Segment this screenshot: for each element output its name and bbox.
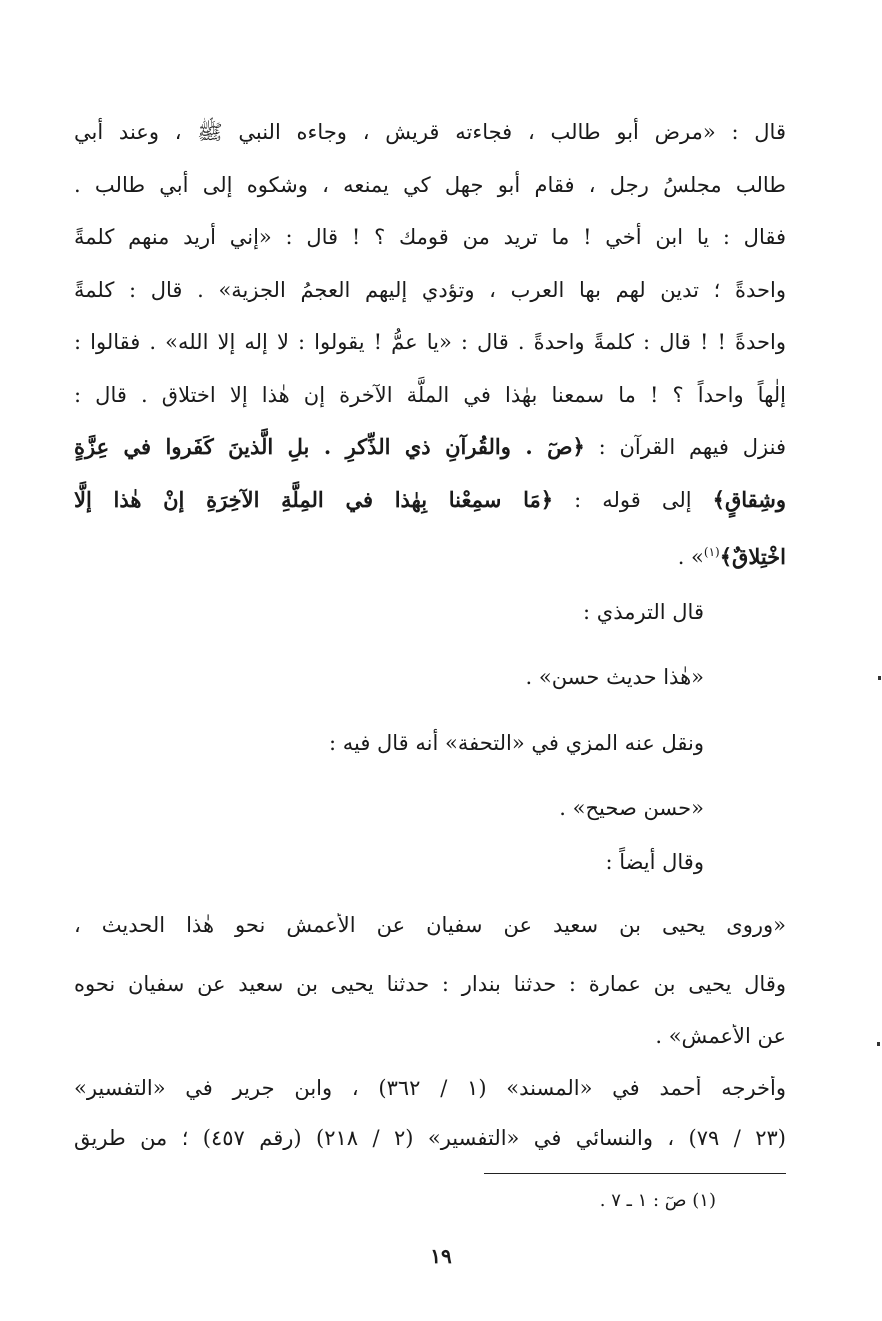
page-number: ١٩ bbox=[430, 1244, 452, 1268]
narration-line-3: عن الأعمش» . bbox=[655, 1024, 786, 1048]
quran-verse-1: ﴿صٓ . والقُرآنِ ذي الذِّكرِ . بلِ الَّذينَ كَفَروا في عِزَّةٍ bbox=[74, 434, 585, 459]
mizzi-note: ونقل عنه المزي في «التحفة» أنه قال فيه : bbox=[328, 731, 704, 755]
quran-verse-2a: وشِقاقٍ﴾ bbox=[712, 486, 786, 512]
quran-verse-2b: ﴿مَا سمِعْنا بِهٰذا في المِلَّةِ الآخِرَةِ إنْ هٰذا إلَّا bbox=[74, 486, 554, 512]
footnote-reference: (١) bbox=[703, 545, 720, 559]
hadith-grade-2: «حسن صحيح» . bbox=[559, 796, 704, 820]
scan-mark bbox=[878, 676, 881, 680]
line7-lead: فنزل فيهم القرآن : bbox=[584, 435, 786, 459]
footnote-divider bbox=[484, 1173, 786, 1174]
takhrij-line-2: (٢٣ / ٧٩) ، والنسائي في «التفسير» (٢ / ٢١٨) (رقم ٤٥٧) ؛ من طريق bbox=[74, 1126, 786, 1150]
paragraph-line-1: قال : «مرض أبو طالب ، فجاءته قريش ، وجاءه النبي ﷺ ، وعند أبي bbox=[74, 120, 786, 144]
footnote: (١) صٓ : ١ ـ ٧ . bbox=[599, 1190, 716, 1211]
paragraph-line-5: واحدةً ! ! قال : كلمةً واحدةً . قال : «يا عمُّ ! يقولوا : لا إله إلا الله» . فقالوا : bbox=[74, 330, 786, 354]
paragraph-line-7 bbox=[74, 421, 786, 474]
line8-mid: إلى قوله : bbox=[553, 487, 713, 512]
also-said: وقال أيضاً : bbox=[605, 850, 704, 874]
takhrij-line-1: وأخرجه أحمد في «المسند» (١ / ٣٦٢) ، وابن جرير في «التفسير» bbox=[74, 1076, 786, 1100]
paragraph-line-4: واحدةً ؛ تدين لهم بها العرب ، وتؤدي إليهم العجمُ الجزية» . قال : كلمةً bbox=[74, 277, 786, 302]
scan-mark bbox=[877, 1042, 880, 1046]
hadith-paragraph bbox=[74, 106, 786, 584]
paragraph-line-8 bbox=[74, 474, 786, 527]
line9-tail: » . bbox=[677, 545, 704, 569]
narration-line-2: وقال يحيى بن عمارة : حدثنا بندار : حدثنا يحيى بن سعيد عن سفيان نحوه bbox=[74, 972, 786, 996]
paragraph-line-9 bbox=[74, 526, 786, 584]
quran-verse-3: اخْتِلاقٌ﴾ bbox=[719, 544, 786, 569]
narration-line-1: «وروى يحيى بن سعيد عن سفيان عن الأعمش نحو هٰذا الحديث ، bbox=[74, 913, 786, 937]
hadith-grade-1: «هٰذا حديث حسن» . bbox=[525, 665, 704, 689]
paragraph-line-6: إلٰهاً واحداً ؟ ! ما سمعنا بهٰذا في الملَّة الآخرة إن هٰذا إلا اختلاق . قال : bbox=[74, 382, 786, 407]
tirmidhi-label: قال الترمذي : bbox=[583, 600, 704, 624]
paragraph-line-3: فقال : يا ابن أخي ! ما تريد من قومك ؟ ! قال : «إني أريد منهم كلمةً bbox=[74, 225, 786, 249]
paragraph-line-2: طالب مجلسُ رجل ، فقام أبو جهل كي يمنعه ، وشكوه إلى أبي طالب . bbox=[74, 172, 786, 197]
